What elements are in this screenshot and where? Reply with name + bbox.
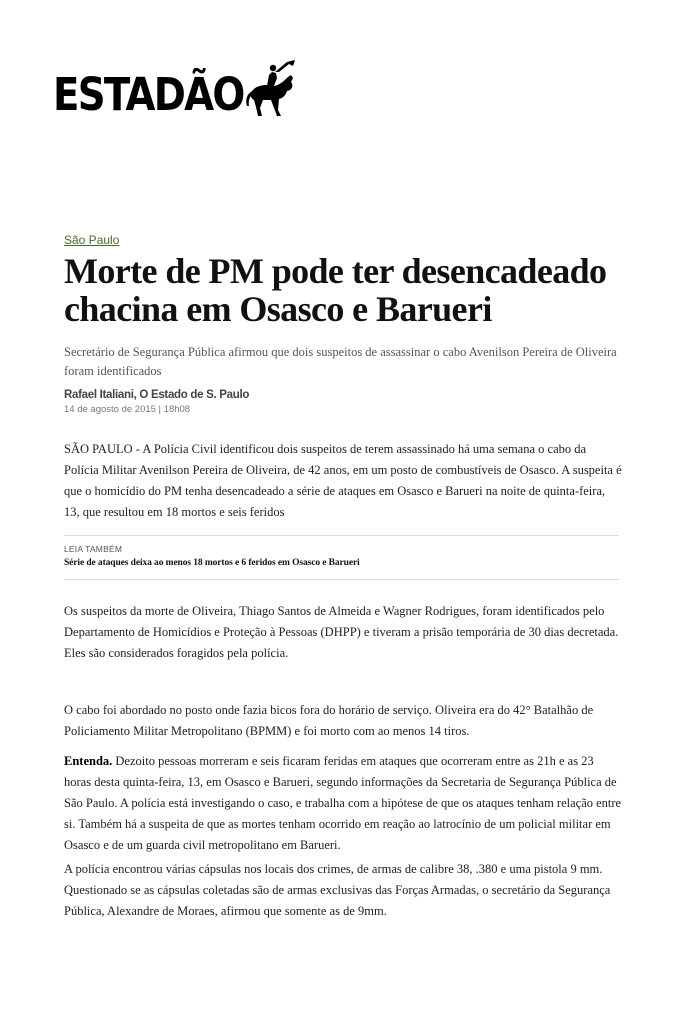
paragraph-body: Dezoito pessoas morreram e seis ficaram feridas em ataques que ocorreram entre as 21h e as 23 horas desta quinta-feira, 13, em Osasco e Barueri, segundo informações da Secretaria de Segurança Pública de São Paulo. A polícia está investigando o caso, e trabalha com a hipótese de que os ataques tenham relação entre si. Também há a suspeita de que as mortes tenham ocorrido em reação ao latrocínio de um policial militar em Osasco e de um guarda civil metropolitano em Barueri.: [64, 754, 622, 852]
section-link[interactable]: São Paulo: [64, 233, 120, 247]
article-paragraph: O cabo foi abordado no posto onde fazia bicos fora do horário de serviço. Oliveira era do 42° Batalhão de Policiamento Militar Metropolitano (BPMM) e foi morto com ao menos 14 tiros.: [64, 703, 594, 738]
article-paragraph: Os suspeitos da morte de Oliveira, Thiago Santos de Almeida e Wagner Rodrigues, foram identificados pelo Departamento de Homicídios e Proteção à Pessoas (DHPP) e tiveram a prisão temporária de 30 dias decretada. Eles são considerados foragidos pela polícia.: [64, 604, 619, 660]
logo-wordmark: ESTADÃO: [53, 67, 244, 121]
related-article-box: [64, 535, 619, 580]
estadao-logo[interactable]: [53, 64, 275, 124]
author-byline: Rafael Italiani, O Estado de S. Paulo: [64, 389, 250, 401]
article-paragraph: SÃO PAULO - A Polícia Civil identificou dois suspeitos de terem assassinado há uma semana o cabo da Polícia Militar Avenilson Pereira de Oliveira, de 42 anos, em um posto de combustíveis de Osasco. A suspeita é que o homicídio do PM tenha desencadeado a série de ataques em Osasco e Barueri na noite de quinta-feira, 13, que resultou em 18 mortos e seis feridos: [64, 442, 622, 519]
related-article-link[interactable]: Série de ataques deixa ao menos 18 mortos e 6 feridos em Osasco e Barueri: [64, 558, 360, 568]
related-label: LEIA TAMBÉM: [64, 544, 123, 554]
entenda-lead: Entenda.: [64, 754, 113, 768]
article-headline: Morte de PM pode ter desencadeado chacina em Osasco e Barueri: [64, 251, 607, 329]
article-subtitle: Secretário de Segurança Pública afirmou que dois suspeitos de assassinar o cabo Avenilson Pereira de Oliveira foram identificados: [64, 345, 617, 378]
article-paragraph: A polícia encontrou várias cápsulas nos locais dos crimes, de armas de calibre 38, .380 e uma pistola 9 mm. Questionado se as cápsulas coletadas são de armas exclusivas das Forças Armadas, o secretário da Segurança Pública, Alexandre de Moraes, afirmou que somente as de 9mm.: [64, 862, 611, 918]
knight-on-horse-icon: [243, 60, 303, 120]
publish-date: 14 de agosto de 2015 | 18h08: [64, 404, 191, 415]
article-paragraph: [64, 751, 622, 856]
